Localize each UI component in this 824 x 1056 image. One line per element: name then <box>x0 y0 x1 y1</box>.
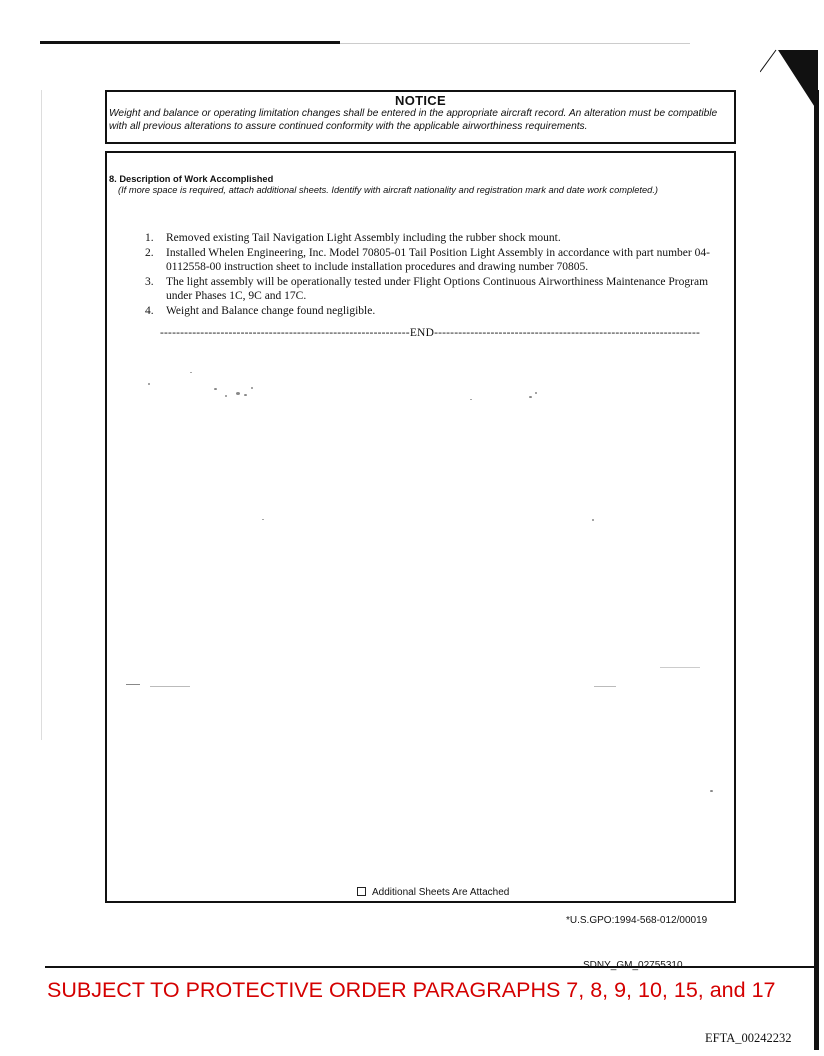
scan-left-edge <box>41 90 42 740</box>
work-item-text: The light assembly will be operationally tested under Flight Options Continuous Airworthiness Maintenance Program under Phases 1C, 9C and 17C. <box>166 275 709 303</box>
section-8-heading: 8. Description of Work Accomplished <box>109 174 274 184</box>
work-item-number: 2. <box>145 246 154 259</box>
work-list <box>145 231 730 319</box>
additional-sheets-checkbox[interactable] <box>357 887 366 896</box>
work-item-number: 1. <box>145 232 154 244</box>
additional-sheets-label: Additional Sheets Are Attached <box>372 887 510 898</box>
work-item-number: 4. <box>145 304 154 317</box>
scan-top-rule-thin <box>340 43 690 44</box>
end-marker: --------------------------------------------------------------END------------------------------------------------------------------ <box>160 327 701 339</box>
protective-order-notice: SUBJECT TO PROTECTIVE ORDER PARAGRAPHS 7, 8, 9, 10, 15, and 17 <box>47 978 776 1002</box>
notice-title: NOTICE <box>395 93 446 108</box>
work-item <box>145 304 730 319</box>
work-item <box>145 246 730 275</box>
scan-top-rule <box>40 41 340 44</box>
notice-body: Weight and balance or operating limitation changes shall be entered in the appropriate aircraft record. An alteration must be compatible with all previous alterations to assure continued conformity with the applicable airworthiness requirements. <box>109 108 718 132</box>
work-item <box>145 275 730 304</box>
section-8-instructions: (If more space is required, attach additional sheets. Identify with aircraft nationality and registration mark and date work completed.) <box>118 185 659 195</box>
work-item-text: Installed Whelen Engineering, Inc. Model 70805-01 Tail Position Light Assembly in accordance with part number 04-0112558-00 instruction sheet to include installation procedures and drawing number 70805. <box>166 246 710 274</box>
work-item-number: 3. <box>145 275 154 288</box>
work-item-text: Removed existing Tail Navigation Light Assembly including the rubber shock mount. <box>166 232 561 244</box>
scan-right-edge <box>814 90 819 1050</box>
work-item <box>145 231 730 246</box>
gpo-print-code: *U.S.GPO:1994-568-012/00019 <box>566 915 708 926</box>
efta-document-id: EFTA_00242232 <box>705 1031 792 1045</box>
work-item-text: Weight and Balance change found negligible. <box>166 304 376 317</box>
scan-bottom-rule <box>45 966 815 968</box>
